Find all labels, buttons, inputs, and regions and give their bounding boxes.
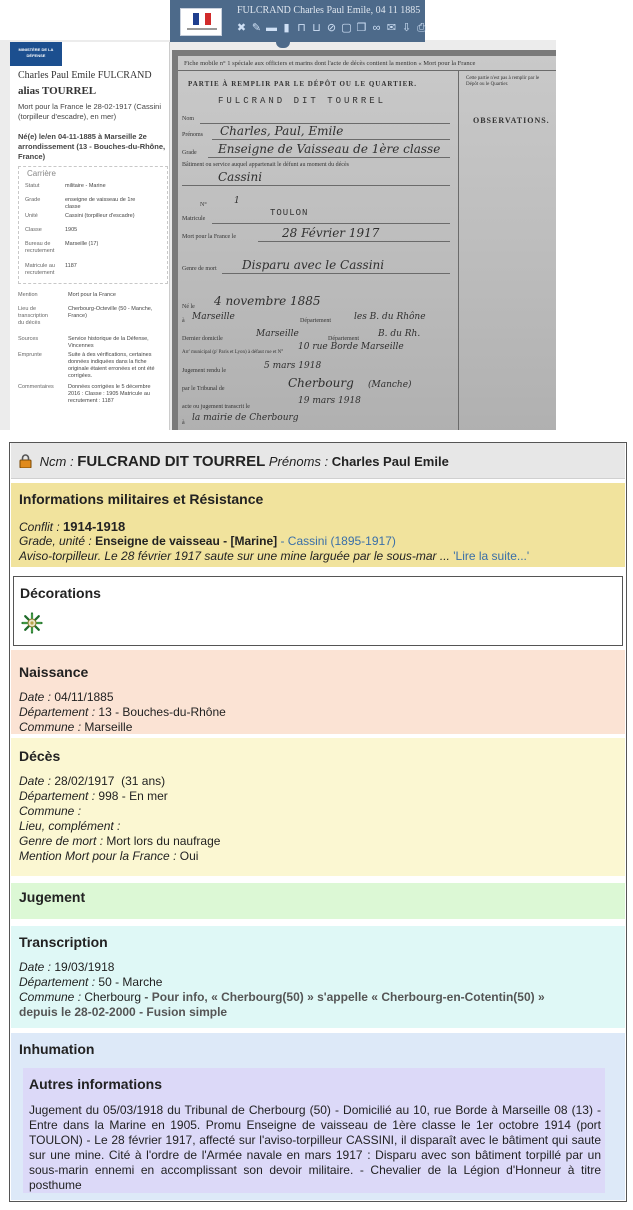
scan-label: Prénoms bbox=[182, 132, 203, 138]
death-mention-label: Mention Mort pour la France : bbox=[19, 849, 177, 863]
birth-date-value: 04/11/1885 bbox=[54, 690, 114, 704]
scan-label: Né le bbox=[182, 304, 195, 310]
military-title: Informations militaires et Résistance bbox=[19, 491, 264, 507]
death-dept-value: 998 - En mer bbox=[98, 789, 168, 803]
scan-label: Bâtiment ou service auquel appartenait le défunt au moment du décès bbox=[182, 162, 349, 168]
scan-observations: OBSERVATIONS. bbox=[473, 116, 550, 125]
rename-date: depuis le 28-02-2000 bbox=[19, 1005, 136, 1019]
toolbar-toggle[interactable] bbox=[276, 42, 290, 48]
scan-hand-transcrit: 19 mars 1918 bbox=[298, 396, 361, 406]
death-title: Décès bbox=[19, 748, 61, 764]
death-dept-line bbox=[19, 789, 168, 804]
scan-label: Mort pour la France le bbox=[182, 234, 236, 240]
scan-label: Département bbox=[300, 318, 331, 324]
scan-hand-mort: 28 Février 1917 bbox=[282, 226, 380, 240]
death-date-value: 28/02/1917 (31 ans) bbox=[54, 774, 166, 788]
mail-icon[interactable]: ✉ bbox=[386, 22, 397, 34]
person-alias: alias TOURREL bbox=[18, 85, 97, 97]
republique-logo bbox=[180, 8, 222, 36]
death-lieu-line bbox=[19, 819, 120, 834]
death-genre-line bbox=[19, 834, 220, 849]
birth-commune-line bbox=[19, 720, 132, 735]
birth-dept-value: 13 - Bouches-du-Rhône bbox=[98, 705, 226, 719]
scan-hand-lieu: Marseille bbox=[192, 312, 235, 322]
page-icon[interactable]: ▢ bbox=[341, 22, 352, 34]
prenoms-label: Prénoms : bbox=[268, 454, 329, 469]
commune-rename-info: - Pour info, « Cherbourg(50) » s'appelle « Cherbourg-en-Cotentin(50) » bbox=[144, 990, 545, 1004]
transcription-commune-label: Commune : bbox=[19, 990, 82, 1004]
scan-hand-dept: les B. du Rhône bbox=[354, 312, 426, 322]
death-dept-label: Département : bbox=[19, 789, 96, 803]
prenoms-value: Charles Paul Emile bbox=[331, 454, 449, 469]
ncm-value: FULCRAND DIT TOURREL bbox=[77, 453, 266, 470]
burial-title: Inhumation bbox=[19, 1041, 95, 1057]
death-commune-label: Commune : bbox=[19, 804, 82, 818]
grade-value: Enseigne de vaisseau - [Marine] bbox=[95, 534, 278, 548]
print-icon[interactable]: ⎙ bbox=[417, 22, 426, 34]
rename-type: - Fusion simple bbox=[139, 1005, 228, 1019]
scan-hand-tribunal: Cherbourg bbox=[288, 376, 354, 390]
scan-hand-tribunal-dept: (Manche) bbox=[368, 380, 412, 390]
judgement-section bbox=[11, 883, 625, 919]
death-genre-value: Mort lors du naufrage bbox=[106, 834, 221, 848]
text-icon[interactable]: ▬ bbox=[266, 22, 277, 34]
career-box: Carrière Statut militaire - Marine Grade enseigne de vaisseau de 1re classe Unité Cassini (torpilleur d'escadre) Classe 1905 Bureau de recrutement Marseille (17) Matricule au recrutement 1187 bbox=[18, 166, 168, 284]
scan-hand-adresse: 10 rue Borde Marseille bbox=[298, 342, 404, 352]
other-info-box bbox=[23, 1068, 605, 1193]
birth-commune-value: Marseille bbox=[84, 720, 133, 734]
scan-label: Département bbox=[328, 336, 359, 342]
other-info-title: Autres informations bbox=[29, 1076, 163, 1092]
scan-hand-domicile: Marseille bbox=[256, 329, 299, 339]
death-mention-value: Oui bbox=[179, 849, 199, 863]
unit-link[interactable]: - Cassini (1895-1917) bbox=[280, 534, 396, 548]
header-row bbox=[19, 453, 449, 470]
block-icon[interactable]: ⊘ bbox=[326, 22, 337, 34]
lock-icon[interactable]: ⊓ bbox=[297, 22, 306, 34]
decorations-section bbox=[13, 576, 623, 646]
transcription-commune-value: Cherbourg bbox=[84, 990, 142, 1004]
transcription-commune-line bbox=[19, 990, 545, 1005]
download-icon[interactable]: ⇩ bbox=[401, 22, 412, 34]
scan-label: Grade bbox=[182, 150, 197, 156]
transcription-dept-line bbox=[19, 975, 162, 990]
copy-icon[interactable]: ❐ bbox=[356, 22, 367, 34]
death-commune-line bbox=[19, 804, 81, 819]
scan-part-right: Cette partie n'est pas à remplir par le Dépôt ou le Quartier. bbox=[466, 76, 540, 87]
burial-section bbox=[11, 1033, 625, 1200]
transcription-title: Transcription bbox=[19, 934, 108, 950]
scan-typed-name: FULCRAND DIT TOURREL bbox=[218, 96, 387, 106]
viewer-sidebar: MINISTÈRE DE LA DÉFENSE Charles Paul Emile FULCRAND alias TOURREL Mort pour la France le 28-02-1917 (Cassini (torpilleur d'escadre), en mer) Né(e) le/en 04-11-1885 à Marseille 2e arrondissement (13 - Bouches-du-Rhône, France) Carrière Statut militaire - Marine Grade enseigne de vaisseau de 1re classe Unité Cassini (torpilleur d'escadre) Classe 1905 Bureau de recrutement Marseille (17) Matricule au recrutement 1187 Mention Mort pour la France Lieu de transcription du décès Cherbourg-Octeville (50 - Manche, France) Sources Service historique de la Défense, Vincennes Emprunte Suite à des vérifications, certaines données indiquées dans la fiche originale étaient erronées et ont été corrigées. Commentaires Données corrigées le 5 décembre 2016 : Classe : 1905 Matricule au recrutement : 1187 bbox=[10, 42, 170, 430]
death-record-sheet bbox=[178, 56, 556, 430]
unlock-icon[interactable]: ⊔ bbox=[312, 22, 321, 34]
scan-matricule: TOULON bbox=[270, 208, 309, 218]
viewer-tools bbox=[236, 21, 427, 35]
tools-icon[interactable]: ✎ bbox=[251, 22, 262, 34]
other-info-text: Jugement du 05/03/1918 du Tribunal de Cherbourg (50) - Domicilié au 10, rue Borde à Marseille 08 (13) - Entre dans la Marine en 1905. Promu Enseigne de vaisseau de 1ère classe le 1er octobre 1914 (port TOULON) - Le 28 février 1917, affecté sur l'aviso-torpilleur CASSINI, il disparaît avec le bâtiment qui saute sur une mine. Cité à l'ordre de l'Armée navale en mars 1917 : Disparu avec son bâtiment torpillé par un sous-marin ennemi en accomplissant son devoir militaire. - Chevalier de la Légion d'Honneur à titre posthume bbox=[29, 1103, 601, 1192]
birth-section bbox=[11, 650, 625, 734]
death-date-line bbox=[19, 774, 165, 789]
transcription-dept-value: 50 - Marche bbox=[98, 975, 163, 989]
conflict-line bbox=[19, 519, 125, 535]
death-lieu-label: Lieu, complément : bbox=[19, 819, 121, 833]
link-icon[interactable]: ∞ bbox=[372, 22, 381, 34]
death-section bbox=[11, 738, 625, 876]
lock-icon bbox=[19, 454, 32, 468]
unit-summary-line bbox=[19, 549, 529, 564]
scan-label: Dernier domicile bbox=[182, 336, 223, 342]
death-date-label: Date : bbox=[19, 774, 52, 788]
death-summary: Mort pour la France le 28-02-1917 (Cassini (torpilleur d'escadre), en mer) bbox=[18, 102, 161, 121]
scan-hand-genre: Disparu avec le Cassini bbox=[242, 258, 385, 272]
record-header bbox=[11, 443, 625, 479]
scan-label: Jugement rendu le bbox=[182, 368, 226, 374]
scan-label: Nom bbox=[182, 116, 194, 122]
record-card bbox=[9, 442, 627, 1202]
scan-label: N° bbox=[200, 202, 207, 208]
scan-label: Matricule bbox=[182, 216, 206, 222]
conflict-value: 1914-1918 bbox=[63, 519, 126, 534]
scan-part-title: PARTIE À REMPLIR PAR LE DÉPÔT OU LE QUARTIER. bbox=[188, 80, 418, 88]
judgement-title: Jugement bbox=[19, 889, 86, 905]
conflict-label: Conflit : bbox=[19, 520, 60, 534]
scan-hand-prenoms: Charles, Paul, Emile bbox=[220, 124, 344, 138]
transcription-dept-label: Département : bbox=[19, 975, 96, 989]
french-flag-icon bbox=[193, 13, 211, 25]
document-title: FULCRAND Charles Paul Emile, 04 11 1885 bbox=[237, 5, 421, 16]
birth-commune-label: Commune : bbox=[19, 720, 82, 734]
scan-label: acte ou jugement transcrit le bbox=[182, 404, 250, 410]
read-more-link[interactable]: 'Lire la suite...' bbox=[453, 549, 530, 563]
grade-line bbox=[19, 534, 396, 549]
document-scan[interactable] bbox=[172, 50, 556, 430]
close-icon[interactable]: ✖ bbox=[236, 22, 247, 34]
birth-date-line bbox=[19, 690, 114, 705]
scan-label: Arr' municipal (p' Paris et Lyon) à défaut rue et N° bbox=[182, 350, 284, 355]
person-name: Charles Paul Emile FULCRAND bbox=[18, 70, 152, 81]
decorations-title: Décorations bbox=[20, 585, 101, 601]
birth-dept-line bbox=[19, 705, 226, 720]
viewer-toolbar bbox=[170, 0, 425, 42]
career-title: Carrière bbox=[27, 169, 56, 178]
scan-hand-jugement: 5 mars 1918 bbox=[264, 361, 322, 371]
scan-label: à bbox=[182, 420, 185, 426]
legion-honneur-icon[interactable] bbox=[21, 612, 43, 634]
scan-hand-batiment: Cassini bbox=[218, 170, 263, 184]
scan-hand-grade: Enseigne de Vaisseau de 1ère classe bbox=[218, 142, 441, 156]
scan-header: Fiche mobile n° 1 spéciale aux officiers et marins dont l'acte de décès contient la mention « Mort pour la France bbox=[184, 60, 476, 67]
transcription-date-label: Date : bbox=[19, 960, 52, 974]
ministry-logo: MINISTÈRE DE LA DÉFENSE bbox=[10, 42, 62, 66]
birth-summary: Né(e) le/en 04-11-1885 à Marseille 2e arrondissement (13 - Bouches-du-Rhône, France) bbox=[18, 132, 166, 161]
scan-hand-transcrit-lieu: la mairie de Cherbourg bbox=[192, 413, 299, 423]
scan-hand-domicile-dept: B. du Rh. bbox=[378, 329, 421, 339]
grade-label: Grade, unité : bbox=[19, 534, 92, 548]
scan-label: par le Tribunal de bbox=[182, 386, 225, 392]
transcription-date-line bbox=[19, 960, 114, 975]
birth-dept-label: Département : bbox=[19, 705, 96, 719]
scan-hand-ne: 4 novembre 1885 bbox=[214, 294, 321, 308]
death-genre-label: Genre de mort : bbox=[19, 834, 104, 848]
scan-hand-matricule-num: 1 bbox=[234, 196, 240, 206]
birth-date-label: Date : bbox=[19, 690, 52, 704]
transcription-info-line bbox=[19, 1005, 227, 1020]
transcription-section bbox=[11, 926, 625, 1028]
transcription-date-value: 19/03/1918 bbox=[54, 960, 115, 974]
list-icon[interactable]: ▮ bbox=[283, 22, 290, 34]
scan-label: Genre de mort bbox=[182, 266, 217, 272]
scan-label: à bbox=[182, 318, 185, 324]
archive-viewer bbox=[0, 0, 556, 430]
birth-title: Naissance bbox=[19, 664, 89, 680]
ncm-label: Ncm : bbox=[39, 454, 74, 469]
unit-summary: Aviso-torpilleur. Le 28 février 1917 saute sur une mine larguée par le sous-mar ... bbox=[19, 549, 450, 563]
death-mention-line bbox=[19, 849, 198, 864]
military-section bbox=[11, 483, 625, 567]
